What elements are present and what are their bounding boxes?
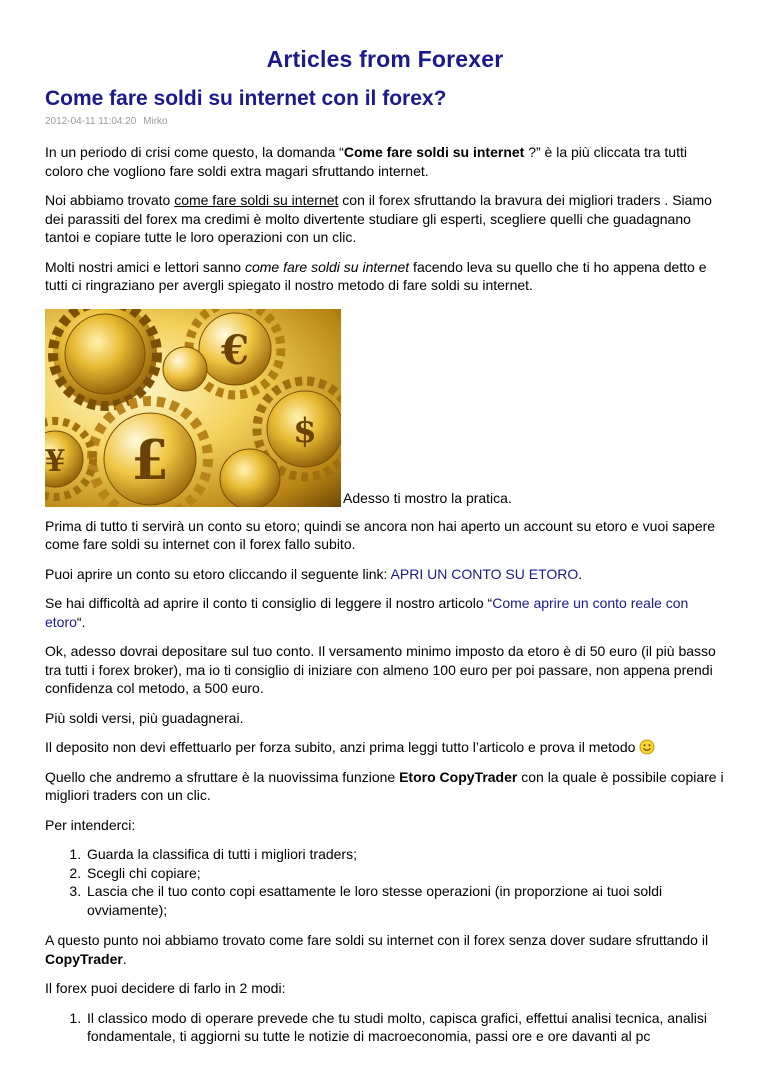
text: Noi abbiamo trovato: [45, 192, 175, 208]
paragraph-copytrader: [45, 768, 725, 805]
bold-phrase: Come fare soldi su internet: [343, 144, 525, 160]
paragraph-friends: [45, 258, 725, 295]
text: Se hai difficoltà ad aprire il conto ti consiglio di leggere il nostro articolo “: [45, 595, 493, 611]
document-page: [45, 40, 725, 1058]
text: In un periodo di crisi come questo, la domanda “: [45, 144, 344, 160]
gold-gears-currency-image: [45, 309, 341, 507]
figure-row: [45, 309, 725, 507]
steps-list: [45, 845, 725, 919]
link-come-fare-soldi[interactable]: come fare soldi su internet: [174, 192, 339, 208]
paragraph-deposit: Ok, adesso dovrai depositare sul tuo conto. Il versamento minimo imposto da etoro è di 50 euro (il più basso tra tutti i forex broker), ma io ti consiglio di iniziare con almeno 100 euro per poi passare, non appena prendi confidenza col metodo, a 500 euro.: [45, 643, 716, 696]
paragraph-intro: [45, 143, 725, 180]
link-come-aprire-conto[interactable]: Come aprire un conto reale con etoro: [45, 595, 689, 630]
text: .: [578, 565, 583, 582]
paragraph-two-ways: Il forex puoi decidere di farlo in 2 modi:: [45, 980, 286, 996]
paragraph-found: [45, 191, 725, 247]
link-apri-conto[interactable]: APRI UN CONTO SU ETORO: [390, 565, 579, 582]
list-item: 2. Scegli chi copiare;: [85, 864, 725, 883]
text: Il deposito non devi effettuarlo per forza subito, anzi prima leggi tutto l’articolo e prova il metodo: [45, 739, 636, 755]
paragraph-per-intenderci: Per intenderci:: [45, 816, 136, 833]
text: “.: [76, 613, 86, 630]
article-meta: [45, 116, 725, 127]
italic-phrase: come fare soldi su internet: [244, 258, 410, 275]
text: con la quale è possibile copiare i migliori traders con un clic.: [45, 768, 724, 803]
dollar-symbol: $: [293, 410, 317, 451]
list-item: 1. Guarda la classifica di tutti i migliori traders;: [85, 845, 725, 864]
article-author: Mirko: [143, 116, 168, 127]
euro-symbol: €: [221, 326, 249, 374]
gears-illustration: [45, 309, 341, 507]
text: ?” è la più cliccata tra tutti coloro che vogliono fare soldi extra magari sfruttando internet.: [45, 144, 687, 179]
smiley-icon: [639, 739, 655, 755]
paragraph-account: Prima di tutto ti servirà un conto su etoro; quindi se ancora non hai aperto un account su etoro e vuoi sapere come fare soldi su internet con il forex fallo subito.: [45, 517, 716, 552]
bold-phrase: Etoro CopyTrader: [399, 768, 518, 785]
pound-symbol: £: [131, 427, 169, 492]
yen-symbol: ¥: [45, 443, 66, 479]
text: Molti nostri amici e lettori sanno: [45, 258, 245, 275]
list-item: 1. Il classico modo di operare prevede che tu studi molto, capisca grafici, effettui analisi tecnica, analisi fondamentale, ti aggiorni su tutte le notizie di macroeconomia, passi ore e ore davanti al pc: [85, 1009, 725, 1046]
paragraph-open-account: [45, 565, 725, 584]
text: .: [122, 950, 127, 967]
bold-phrase: CopyTrader: [45, 950, 123, 967]
ways-list: [45, 1009, 725, 1046]
paragraph-difficulty: [45, 594, 725, 631]
paragraph-more-money: Più soldi versi, più guadagnerai.: [45, 709, 244, 726]
figure-caption: Adesso ti mostro la pratica.: [343, 489, 512, 506]
text: Quello che andremo a sfruttare è la nuovissima funzione: [45, 768, 400, 785]
paragraph-deposit-later: [45, 738, 725, 757]
text: con il forex sfruttando la bravura dei migliori traders . Siamo dei parassiti del forex ma credimi è molto divertente studiare gli esperti, scegliere quelli che guadagnano tantoi e copiare tutte le loro operazioni con un clic.: [45, 192, 712, 245]
site-title: Articles from Forexer: [266, 46, 504, 72]
text: A questo punto noi abbiamo trovato come fare soldi su internet con il forex senza dover sudare sfruttando il: [45, 932, 709, 948]
text: Puoi aprire un conto su etoro cliccando il seguente link:: [45, 565, 391, 582]
article-date: 2012-04-11 11:04:20: [45, 116, 137, 127]
paragraph-at-this-point: [45, 931, 725, 968]
list-item: 3. Lascia che il tuo conto copi esattamente le loro stesse operazioni (in proporzione ai tuoi soldi ovviamente);: [85, 882, 725, 919]
text: facendo leva su quello che ti ho appena detto e tutti ci ringraziano per avergli spiegato il nostro metodo di fare soldi su internet.: [45, 258, 707, 293]
article-title: Come fare soldi su internet con il forex?: [45, 87, 447, 110]
